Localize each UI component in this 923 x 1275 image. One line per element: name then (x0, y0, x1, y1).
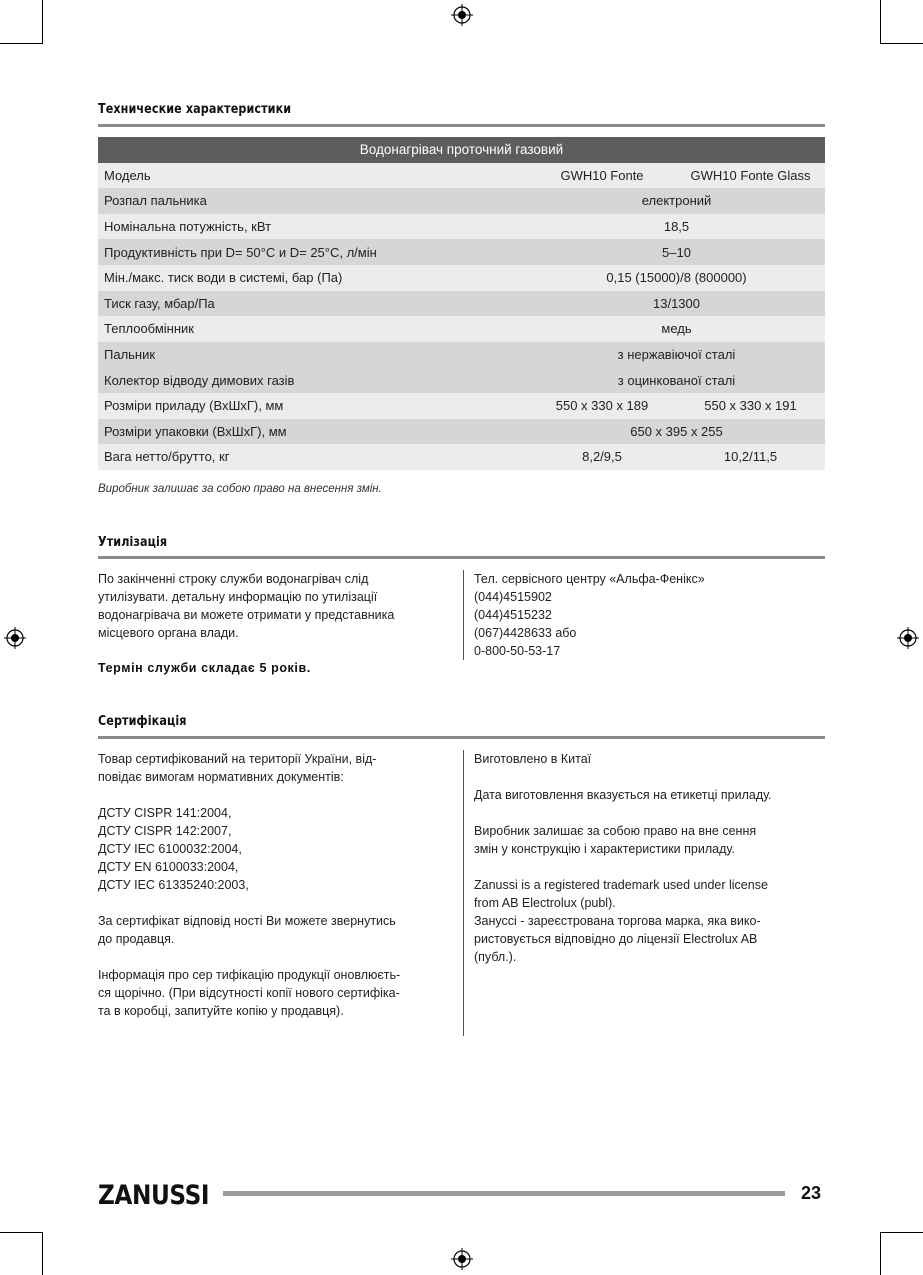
crop-mark (881, 43, 923, 44)
service-life: Термін служби складає 5 років. (98, 661, 311, 675)
cert-text-line: змін у конструкцію і характеристики приладу. (474, 842, 735, 856)
cert-text-line: повідає вимогам нормативних документів: (98, 770, 344, 784)
table-row (98, 393, 825, 419)
table-row (98, 214, 825, 240)
spec-value-1: 550 x 330 x 189 (528, 393, 676, 419)
table-row (98, 291, 825, 317)
crop-mark (881, 1232, 923, 1233)
spec-value: 13/1300 (528, 291, 825, 317)
spec-value: з нержавіючої сталі (528, 342, 825, 368)
cert-text-line (98, 894, 458, 912)
spec-value: з оцинкованої сталі (528, 367, 825, 393)
cert-text-line: from AB Electrolux (publ). (474, 896, 616, 910)
registration-mark-icon (451, 1248, 473, 1270)
util-text-line: місцевого органа влади. (98, 626, 239, 640)
cert-text-line: ДСТУ CISPR 142:2007, (98, 824, 232, 838)
cert-text-line (98, 948, 458, 966)
crop-mark (42, 0, 43, 44)
cert-text-line: Виготовлено в Китаї (474, 752, 592, 766)
spec-value-1: GWH10 Fonte (528, 163, 676, 189)
spec-value-2: GWH10 Fonte Glass (676, 163, 825, 189)
spec-value: медь (528, 316, 825, 342)
cert-text-line: Дата виготовлення вказується на етикетці приладу. (474, 788, 772, 802)
cert-text-line: ДСТУ CISPR 141:2004, (98, 806, 232, 820)
table-row (98, 188, 825, 214)
footer-bar (223, 1191, 785, 1196)
spec-label: Колектор відводу димових газів (98, 367, 528, 393)
table-row (98, 342, 825, 368)
spec-label: Теплообмінник (98, 316, 528, 342)
column-divider (463, 750, 464, 1036)
util-text-line: По закінченні строку служби водонагрівач слід (98, 572, 369, 586)
registration-mark-icon (4, 627, 26, 649)
cert-text-line: ристовується відповідно до ліцензії Electrolux AB (474, 932, 758, 946)
section-rule (98, 124, 825, 127)
cert-text-line: ся щорічно. (При відсутності копії нового сертифіка- (98, 986, 400, 1000)
crop-mark (880, 1232, 881, 1275)
util-left-column (98, 570, 453, 642)
zanussi-logo: ZANUSSI (98, 1180, 210, 1211)
spec-table-header: Водонагрівач проточний газовий (98, 137, 825, 163)
util-text-line: утилізувати. детальну информацію по утилізації (98, 590, 378, 604)
spec-label: Розміри упаковки (ВхШхГ), мм (98, 419, 528, 445)
specs-section-title: Технические характеристики (98, 101, 292, 117)
phone-number: (067)4428633 або (474, 626, 577, 640)
table-row (98, 367, 825, 393)
service-center-line: Тел. сервісного центру «Альфа-Фенікс» (474, 572, 705, 586)
table-row (98, 316, 825, 342)
cert-text-line: (публ.). (474, 950, 517, 964)
cert-text-line: Зануссі - зареєстрована торгова марка, яка вико- (474, 914, 761, 928)
cert-text-line: ДСТУ IEC 6100032:2004, (98, 842, 242, 856)
spec-value-1: 8,2/9,5 (528, 444, 676, 470)
spec-table-header-row (98, 137, 825, 163)
cert-text-line: ДСТУ EN 6100033:2004, (98, 860, 239, 874)
spec-label: Розміри приладу (ВхШхГ), мм (98, 393, 528, 419)
spec-value: 0,15 (15000)/8 (800000) (528, 265, 825, 291)
table-row (98, 265, 825, 291)
spec-label: Тиск газу, мбар/Па (98, 291, 528, 317)
crop-mark (0, 1232, 42, 1233)
registration-mark-icon (897, 627, 919, 649)
util-section-title: Утилізація (98, 534, 168, 550)
cert-text-line: Інформація про сер тифікацію продукції оновлюєть- (98, 968, 401, 982)
table-row (98, 239, 825, 265)
cert-text-line: Товар сертифікований на території України, від- (98, 752, 377, 766)
column-divider (463, 570, 464, 660)
spec-label: Пальник (98, 342, 528, 368)
spec-note: Виробник залишає за собою право на внесення змін. (98, 483, 382, 495)
cert-right-column (474, 750, 824, 966)
crop-mark (42, 1232, 43, 1275)
spec-value-2: 10,2/11,5 (676, 444, 825, 470)
cert-text-line: За сертифікат відповід ності Ви можете звернутись (98, 914, 396, 928)
phone-number: 0-800-50-53-17 (474, 644, 561, 658)
spec-value: 5–10 (528, 239, 825, 265)
table-row (98, 419, 825, 445)
spec-value-2: 550 x 330 x 191 (676, 393, 825, 419)
table-row (98, 444, 825, 470)
registration-mark-icon (451, 4, 473, 26)
cert-text-line (98, 786, 458, 804)
crop-mark (880, 0, 881, 44)
spec-label: Продуктивність при D= 50°С и D= 25°С, л/мін (98, 239, 528, 265)
spec-table (98, 137, 825, 470)
cert-text-line: Zanussi is a registered trademark used under license (474, 878, 768, 892)
phone-number: (044)4515232 (474, 608, 552, 622)
section-rule (98, 556, 825, 559)
cert-section-title: Сертифікація (98, 713, 187, 729)
section-rule (98, 736, 825, 739)
spec-value: 650 x 395 x 255 (528, 419, 825, 445)
spec-label: Розпал пальника (98, 188, 528, 214)
cert-text-line (474, 804, 824, 822)
spec-label: Номінальна потужність, кВт (98, 214, 528, 240)
util-text-line: водонагрівача ви можете отримати у представника (98, 608, 395, 622)
cert-text-line (474, 858, 824, 876)
spec-label: Модель (98, 163, 528, 189)
spec-label: Мін./макс. тиск води в системі, бар (Па) (98, 265, 528, 291)
phone-number: (044)4515902 (474, 590, 552, 604)
spec-label: Вага нетто/брутто, кг (98, 444, 528, 470)
spec-value: 18,5 (528, 214, 825, 240)
util-right-column (474, 570, 824, 660)
cert-text-line: до продавця. (98, 932, 175, 946)
cert-text-line: та в коробці, запитуйте копію у продавця). (98, 1004, 344, 1018)
page-number: 23 (801, 1183, 822, 1203)
spec-value: електроний (528, 188, 825, 214)
cert-left-column (98, 750, 458, 1020)
crop-mark (0, 43, 42, 44)
cert-text-line: ДСТУ IEC 61335240:2003, (98, 878, 249, 892)
cert-text-line (474, 768, 824, 786)
table-row (98, 163, 825, 189)
cert-text-line: Виробник залишає за собою право на вне сення (474, 824, 757, 838)
